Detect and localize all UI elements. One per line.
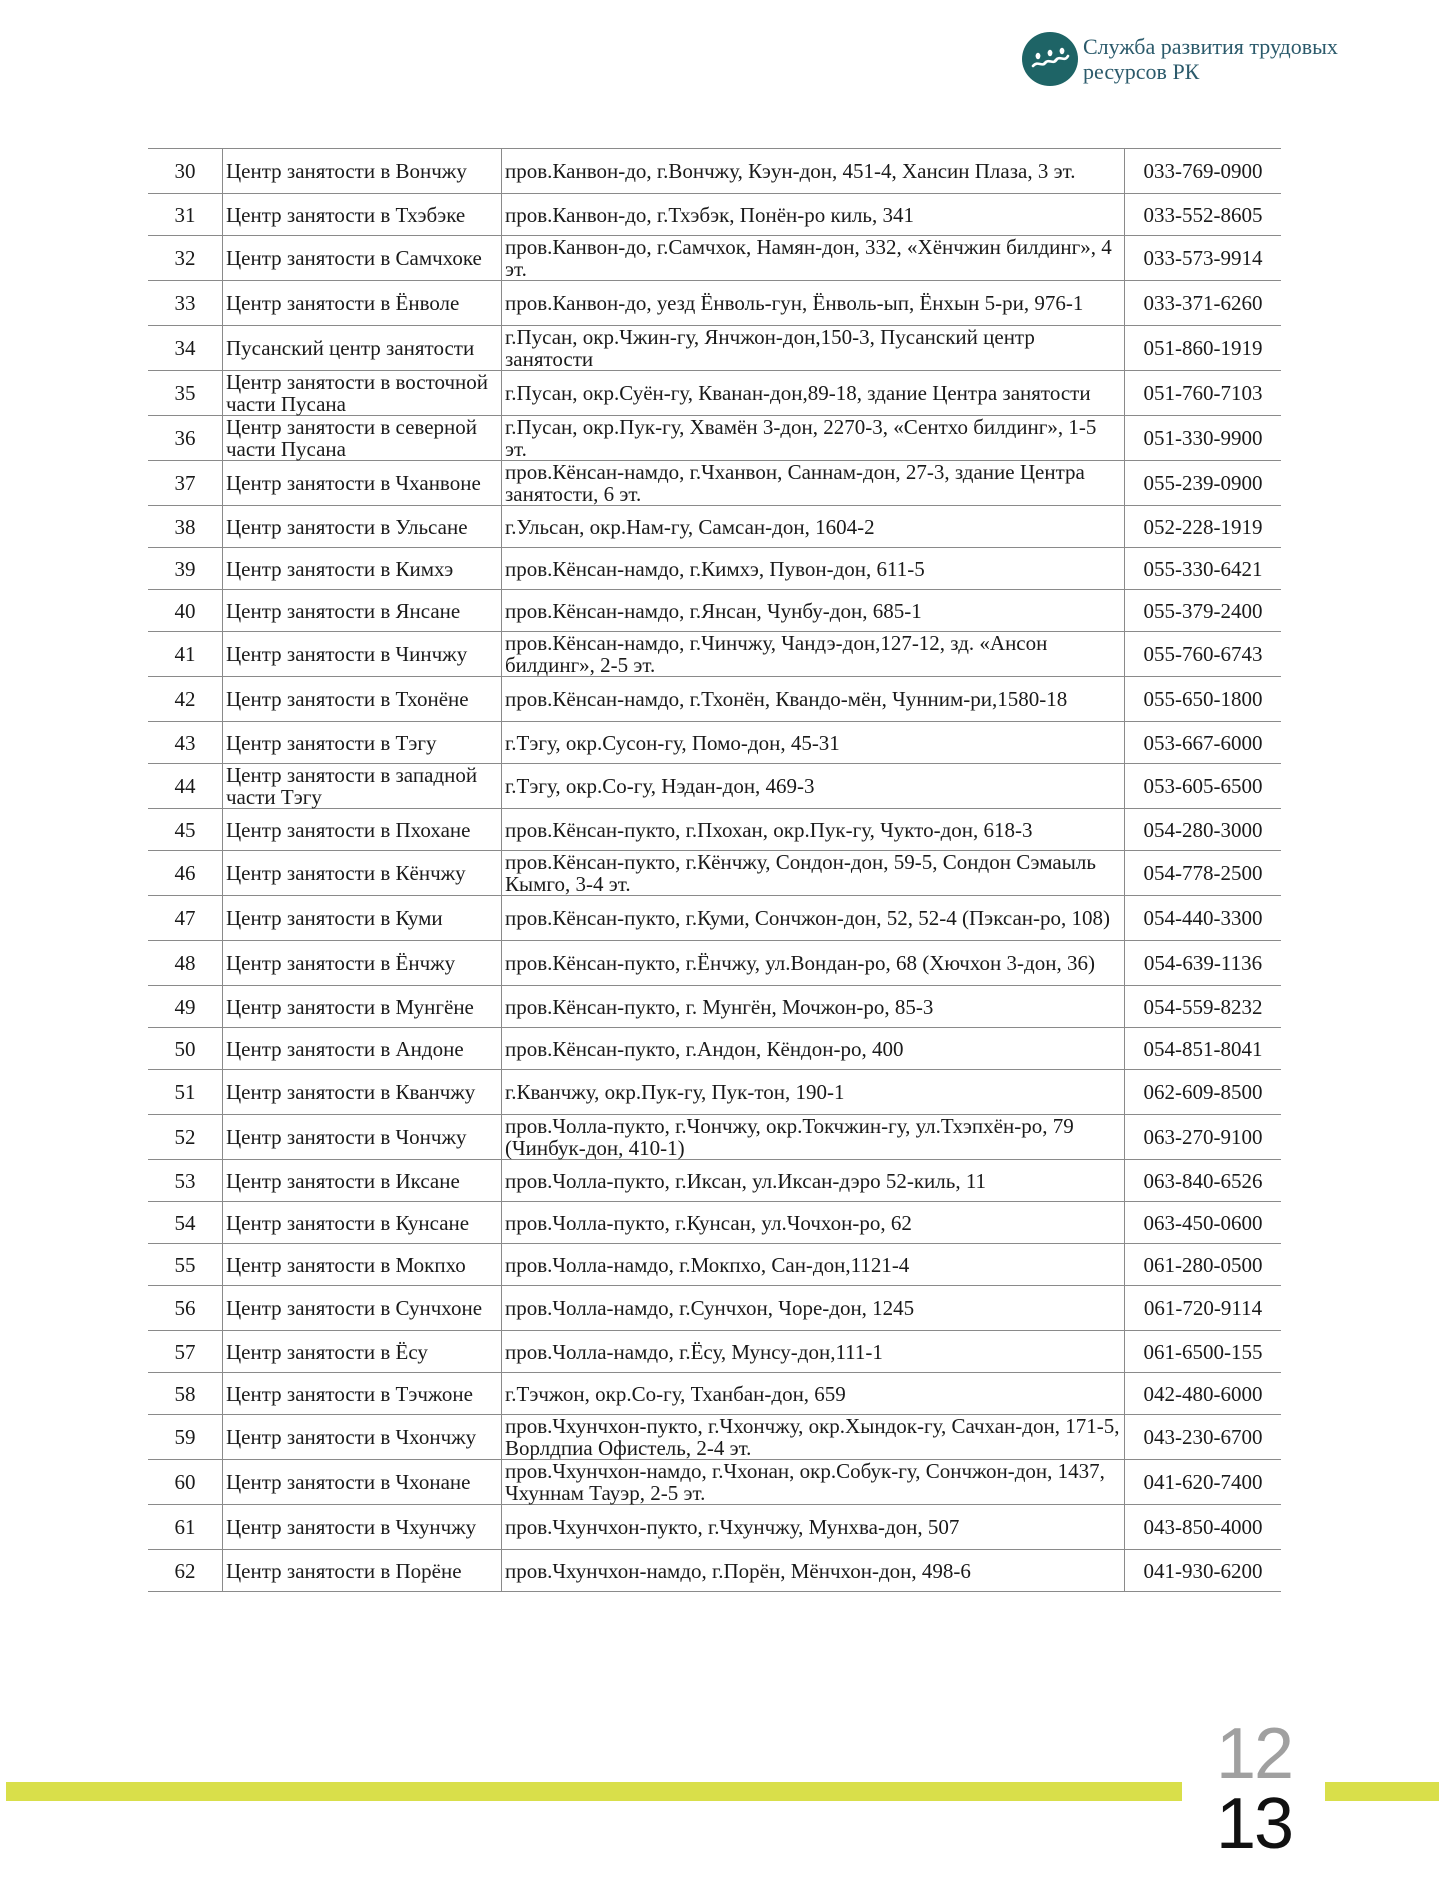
center-name: Центр занятости в Тэчжоне	[223, 1373, 502, 1415]
center-phone: 055-330-6421	[1125, 548, 1282, 590]
center-phone: 033-769-0900	[1125, 149, 1282, 194]
center-address: г.Кванчжу, окр.Пук-гу, Пук-тон, 190-1	[502, 1070, 1125, 1115]
center-phone: 043-850-4000	[1125, 1505, 1282, 1550]
center-name: Центр занятости в Самчхоке	[223, 236, 502, 281]
center-address: пров.Канвон-до, уезд Ёнволь-гун, Ёнволь-ып, Ёнхын 5-ри, 976-1	[502, 281, 1125, 326]
center-address: г.Пусан, окр.Пук-гу, Хвамён 3-дон, 2270-3, «Сентхо билдинг», 1-5 эт.	[502, 416, 1125, 461]
org-name	[1083, 34, 1338, 84]
center-name: Центр занятости в Ёнчжу	[223, 941, 502, 986]
table-row	[148, 1244, 1281, 1286]
row-number: 56	[148, 1286, 223, 1331]
center-address: пров.Канвон-до, г.Тхэбэк, Понён-ро киль, 341	[502, 194, 1125, 236]
row-number: 57	[148, 1331, 223, 1373]
center-address: г.Тэгу, окр.Со-гу, Нэдан-дон, 469-3	[502, 764, 1125, 809]
center-name: Центр занятости в восточной части Пусана	[223, 371, 502, 416]
center-phone: 054-851-8041	[1125, 1028, 1282, 1070]
center-phone: 053-667-6000	[1125, 722, 1282, 764]
center-phone: 043-230-6700	[1125, 1415, 1282, 1460]
table-row	[148, 1505, 1281, 1550]
center-name: Центр занятости в Кимхэ	[223, 548, 502, 590]
table-row	[148, 1115, 1281, 1160]
table-row	[148, 809, 1281, 851]
row-number: 39	[148, 548, 223, 590]
row-number: 52	[148, 1115, 223, 1160]
center-phone: 055-379-2400	[1125, 590, 1282, 632]
org-name-line2: ресурсов РК	[1083, 59, 1200, 84]
page-number-left: 12	[1216, 1714, 1293, 1794]
table-row	[148, 1373, 1281, 1415]
center-name: Центр занятости в Вончжу	[223, 149, 502, 194]
center-address: пров.Кёнсан-пукто, г.Куми, Сончжон-дон, 52, 52-4 (Пэксан-ро, 108)	[502, 896, 1125, 941]
center-address: пров.Кёнсан-пукто, г.Пхохан, окр.Пук-гу, Чукто-дон, 618-3	[502, 809, 1125, 851]
row-number: 60	[148, 1460, 223, 1505]
table-row	[148, 371, 1281, 416]
center-address: г.Тэгу, окр.Сусон-гу, Помо-дон, 45-31	[502, 722, 1125, 764]
center-name: Центр занятости в Мокпхо	[223, 1244, 502, 1286]
center-name: Центр занятости в Чончжу	[223, 1115, 502, 1160]
center-phone: 054-440-3300	[1125, 896, 1282, 941]
center-phone: 033-552-8605	[1125, 194, 1282, 236]
center-name: Центр занятости в Куми	[223, 896, 502, 941]
center-name: Центр занятости в Тхонёне	[223, 677, 502, 722]
center-name: Центр занятости в Кванчжу	[223, 1070, 502, 1115]
row-number: 46	[148, 851, 223, 896]
footer-accent-bar-right	[1325, 1782, 1439, 1801]
center-name: Пусанский центр занятости	[223, 326, 502, 371]
table-row	[148, 1028, 1281, 1070]
table-row	[148, 506, 1281, 548]
table-row	[148, 677, 1281, 722]
center-address: пров.Чолла-намдо, г.Сунчхон, Чоре-дон, 1245	[502, 1286, 1125, 1331]
org-name-line1: Служба развития трудовых	[1083, 34, 1338, 59]
table-row	[148, 1286, 1281, 1331]
center-name: Центр занятости в Сунчхоне	[223, 1286, 502, 1331]
people-waves-icon	[1022, 32, 1078, 86]
row-number: 48	[148, 941, 223, 986]
table-row	[148, 1331, 1281, 1373]
center-name: Центр занятости в Ёсу	[223, 1331, 502, 1373]
center-phone: 055-650-1800	[1125, 677, 1282, 722]
center-address: г.Пусан, окр.Суён-гу, Кванан-дон,89-18, здание Центра занятости	[502, 371, 1125, 416]
table-row	[148, 281, 1281, 326]
table-row	[148, 764, 1281, 809]
table-row	[148, 1160, 1281, 1202]
table-row	[148, 326, 1281, 371]
org-logo	[1022, 32, 1338, 86]
center-name: Центр занятости в Иксане	[223, 1160, 502, 1202]
center-phone: 041-930-6200	[1125, 1550, 1282, 1592]
row-number: 30	[148, 149, 223, 194]
center-name: Центр занятости в Порёне	[223, 1550, 502, 1592]
center-address: пров.Чолла-пукто, г.Кунсан, ул.Чочхон-ро, 62	[502, 1202, 1125, 1244]
center-name: Центр занятости в Янсане	[223, 590, 502, 632]
center-name: Центр занятости в Чхонане	[223, 1460, 502, 1505]
row-number: 55	[148, 1244, 223, 1286]
center-phone: 053-605-6500	[1125, 764, 1282, 809]
row-number: 44	[148, 764, 223, 809]
row-number: 33	[148, 281, 223, 326]
center-name: Центр занятости в Чхончжу	[223, 1415, 502, 1460]
center-address: пров.Чхунчхон-намдо, г.Чхонан, окр.Собук-гу, Сончжон-дон, 1437, Чхуннам Тауэр, 2-5 эт.	[502, 1460, 1125, 1505]
row-number: 38	[148, 506, 223, 548]
center-address: г.Ульсан, окр.Нам-гу, Самсан-дон, 1604-2	[502, 506, 1125, 548]
row-number: 54	[148, 1202, 223, 1244]
center-phone: 051-330-9900	[1125, 416, 1282, 461]
table-row	[148, 896, 1281, 941]
center-name: Центр занятости в Чханвоне	[223, 461, 502, 506]
table-row	[148, 416, 1281, 461]
center-address: пров.Чхунчхон-пукто, г.Чхунчжу, Мунхва-дон, 507	[502, 1505, 1125, 1550]
center-address: пров.Кёнсан-пукто, г.Кёнчжу, Сондон-дон, 59-5, Сондон Сэмаыль Кымго, 3-4 эт.	[502, 851, 1125, 896]
center-name: Центр занятости в Кёнчжу	[223, 851, 502, 896]
center-name: Центр занятости в Тэгу	[223, 722, 502, 764]
center-address: пров.Кёнсан-намдо, г.Тхонён, Квандо-мён, Чунним-ри,1580-18	[502, 677, 1125, 722]
table-row	[148, 1415, 1281, 1460]
row-number: 50	[148, 1028, 223, 1070]
table-row	[148, 1202, 1281, 1244]
center-phone: 063-270-9100	[1125, 1115, 1282, 1160]
center-address: пров.Чолла-намдо, г.Ёсу, Мунсу-дон,111-1	[502, 1331, 1125, 1373]
table-row	[148, 236, 1281, 281]
row-number: 58	[148, 1373, 223, 1415]
table-row	[148, 1070, 1281, 1115]
center-phone: 041-620-7400	[1125, 1460, 1282, 1505]
center-phone: 063-450-0600	[1125, 1202, 1282, 1244]
table-row	[148, 986, 1281, 1028]
table-row	[148, 632, 1281, 677]
center-name: Центр занятости в Чхунчжу	[223, 1505, 502, 1550]
center-phone: 042-480-6000	[1125, 1373, 1282, 1415]
row-number: 59	[148, 1415, 223, 1460]
center-phone: 061-6500-155	[1125, 1331, 1282, 1373]
center-name: Центр занятости в Ульсане	[223, 506, 502, 548]
center-phone: 062-609-8500	[1125, 1070, 1282, 1115]
center-name: Центр занятости в Мунгёне	[223, 986, 502, 1028]
row-number: 51	[148, 1070, 223, 1115]
center-name: Центр занятости в Ёнволе	[223, 281, 502, 326]
table-row	[148, 1460, 1281, 1505]
table-row	[148, 194, 1281, 236]
table-row	[148, 461, 1281, 506]
center-phone: 055-239-0900	[1125, 461, 1282, 506]
center-phone: 054-639-1136	[1125, 941, 1282, 986]
row-number: 34	[148, 326, 223, 371]
center-name: Центр занятости в Тхэбэке	[223, 194, 502, 236]
center-address: пров.Кёнсан-намдо, г.Чинчжу, Чандэ-дон,127-12, зд. «Ансон билдинг», 2-5 эт.	[502, 632, 1125, 677]
row-number: 43	[148, 722, 223, 764]
center-address: пров.Чолла-пукто, г.Чончжу, окр.Токчжин-гу, ул.Тхэпхён-ро, 79 (Чинбук-дон, 410-1)	[502, 1115, 1125, 1160]
center-phone: 063-840-6526	[1125, 1160, 1282, 1202]
row-number: 45	[148, 809, 223, 851]
table-row	[148, 851, 1281, 896]
row-number: 32	[148, 236, 223, 281]
center-address: пров.Кёнсан-намдо, г.Чханвон, Саннам-дон, 27-3, здание Центра занятости, 6 эт.	[502, 461, 1125, 506]
center-address: пров.Кёнсан-пукто, г.Ёнчжу, ул.Вондан-ро, 68 (Хючхон 3-дон, 36)	[502, 941, 1125, 986]
row-number: 53	[148, 1160, 223, 1202]
footer-accent-bar-left	[6, 1782, 1182, 1801]
table-row	[148, 149, 1281, 194]
center-phone: 033-371-6260	[1125, 281, 1282, 326]
row-number: 31	[148, 194, 223, 236]
center-phone: 054-559-8232	[1125, 986, 1282, 1028]
row-number: 35	[148, 371, 223, 416]
center-phone: 051-760-7103	[1125, 371, 1282, 416]
table-row	[148, 722, 1281, 764]
center-address: пров.Кёнсан-намдо, г.Кимхэ, Пувон-дон, 611-5	[502, 548, 1125, 590]
employment-centers-table	[148, 148, 1281, 1592]
table-row	[148, 941, 1281, 986]
page-number-right: 13	[1216, 1784, 1293, 1864]
row-number: 62	[148, 1550, 223, 1592]
row-number: 36	[148, 416, 223, 461]
center-phone: 052-228-1919	[1125, 506, 1282, 548]
center-address: пров.Канвон-до, г.Самчхок, Намян-дон, 332, «Хёнчжин билдинг», 4 эт.	[502, 236, 1125, 281]
center-address: г.Пусан, окр.Чжин-гу, Янчжон-дон,150-3, Пусанский центр занятости	[502, 326, 1125, 371]
center-address: пров.Чхунчхон-пукто, г.Чхончжу, окр.Хындок-гу, Сачхан-дон, 171-5, Ворлдпиа Офистель, 2-4 эт.	[502, 1415, 1125, 1460]
center-address: пров.Канвон-до, г.Вончжу, Кэун-дон, 451-4, Хансин Плаза, 3 эт.	[502, 149, 1125, 194]
row-number: 47	[148, 896, 223, 941]
center-address: пров.Чолла-пукто, г.Иксан, ул.Иксан-дэро 52-киль, 11	[502, 1160, 1125, 1202]
center-name: Центр занятости в западной части Тэгу	[223, 764, 502, 809]
table-row	[148, 590, 1281, 632]
center-address: пров.Чхунчхон-намдо, г.Порён, Мёнчхон-дон, 498-6	[502, 1550, 1125, 1592]
center-name: Центр занятости в Кунсане	[223, 1202, 502, 1244]
row-number: 41	[148, 632, 223, 677]
center-phone: 054-778-2500	[1125, 851, 1282, 896]
center-phone: 061-720-9114	[1125, 1286, 1282, 1331]
center-name: Центр занятости в северной части Пусана	[223, 416, 502, 461]
table-row	[148, 548, 1281, 590]
center-phone: 055-760-6743	[1125, 632, 1282, 677]
center-phone: 033-573-9914	[1125, 236, 1282, 281]
center-address: пров.Кёнсан-намдо, г.Янсан, Чунбу-дон, 685-1	[502, 590, 1125, 632]
table-row	[148, 1550, 1281, 1592]
center-name: Центр занятости в Чинчжу	[223, 632, 502, 677]
center-address: пров.Кёнсан-пукто, г.Андон, Кёндон-ро, 400	[502, 1028, 1125, 1070]
center-phone: 051-860-1919	[1125, 326, 1282, 371]
center-address: г.Тэчжон, окр.Со-гу, Тханбан-дон, 659	[502, 1373, 1125, 1415]
center-name: Центр занятости в Пхохане	[223, 809, 502, 851]
row-number: 42	[148, 677, 223, 722]
row-number: 61	[148, 1505, 223, 1550]
center-name: Центр занятости в Андоне	[223, 1028, 502, 1070]
center-phone: 054-280-3000	[1125, 809, 1282, 851]
center-address: пров.Кёнсан-пукто, г. Мунгён, Мочжон-ро, 85-3	[502, 986, 1125, 1028]
row-number: 40	[148, 590, 223, 632]
center-phone: 061-280-0500	[1125, 1244, 1282, 1286]
row-number: 37	[148, 461, 223, 506]
center-address: пров.Чолла-намдо, г.Мокпхо, Сан-дон,1121-4	[502, 1244, 1125, 1286]
row-number: 49	[148, 986, 223, 1028]
